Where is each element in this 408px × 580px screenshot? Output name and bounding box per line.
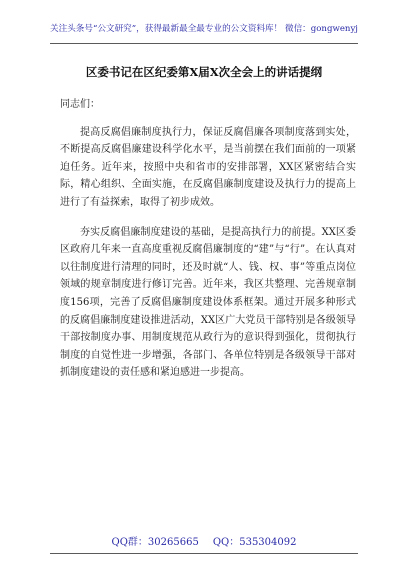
header-promo-note: 关注头条号“公文研究”，获得最新最全最专业的公文资料库！ 微信：gongwenyj	[50, 24, 358, 34]
footer-qq-group	[112, 537, 199, 548]
qq-number: 535304092	[239, 537, 297, 548]
footer-divider	[50, 553, 358, 554]
document-body	[60, 96, 356, 382]
footer-qq	[213, 537, 297, 548]
footer-contact	[50, 536, 358, 550]
document-title: 区委书记在区纪委第X届X次全会上的讲话提纲	[85, 65, 323, 79]
qq-group-label: QQ群：	[111, 537, 148, 548]
qq-group-number: 30265665	[147, 537, 199, 548]
body-paragraph-1: 提高反腐倡廉制度执行力，保证反腐倡廉各项制度落到实处，不断提高反腐倡廉建设科学化水平，是当前摆在我们面前的一项紧迫任务。近年来，按照中央和省市的安排部署，XX区紧密结合实际，精心组织、全面实施，在反腐倡廉制度建设及执行力的提高上进行了有益探索，取得了初步成效。	[60, 126, 356, 208]
body-paragraph-2: 夯实反腐倡廉制度建设的基础，是提高执行力的前提。XX区委区政府几年来一直高度重视反腐倡廉制度的“建”与“行”。在认真对以往制度进行清理的同时，还及时就“人、钱、权、事”等重点岗位领域的规章制度进行修订完善。近年来，我区共整理、完善规章制度156项，完善了反腐倡廉制度建设体系框架。通过开展多种形式的反腐倡廉制度建设推进活动，XX区广大党员干部特别是各级领导干部按制度办事、用制度规范从政行为的意识得到强化，贯彻执行制度的自觉性进一步增强，各部门、各单位特别是各级领导干部对抓制度建设的责任感和紧迫感进一步提高。	[60, 226, 356, 379]
salutation: 同志们：	[60, 99, 100, 110]
header-divider	[50, 43, 358, 44]
qq-label: QQ：	[212, 537, 240, 548]
